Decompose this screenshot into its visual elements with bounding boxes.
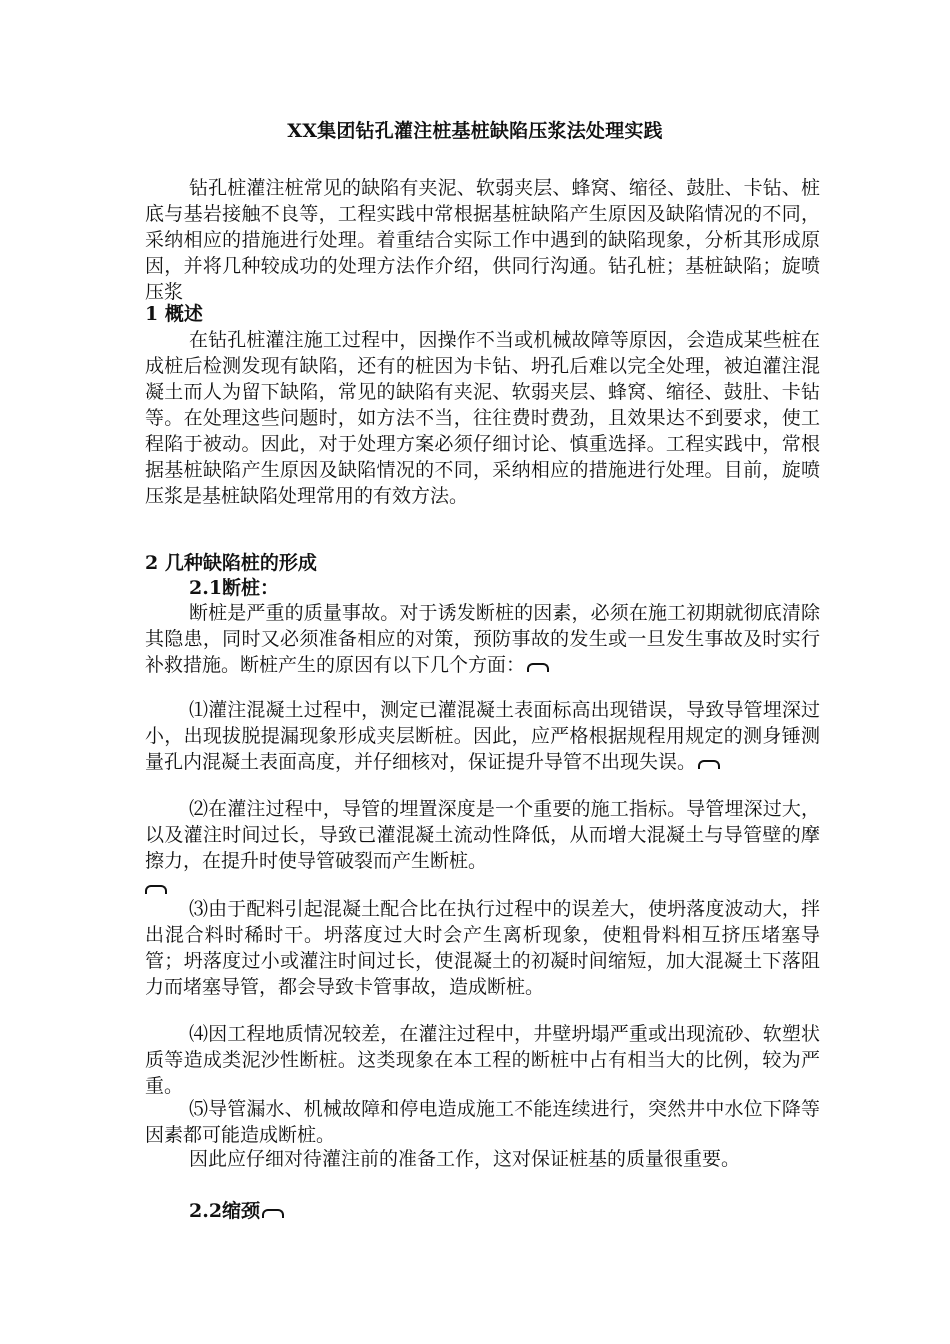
subsection-2-1-heading bbox=[189, 575, 279, 601]
subsection-2-2-label: 2.2缩颈 bbox=[189, 1200, 261, 1222]
section-2-heading: 2 几种缺陷桩的形成 bbox=[145, 552, 317, 574]
cause-item-1-text: ⑴灌注混凝土过程中，测定已灌混凝土表面标高出现错误，导致导管埋深过小，出现拔脱提漏现象形成夹层断桩。因此，应严格根据规程用规定的测身锤测量孔内混凝土表面高度，并仔细核对，保证提升导管不出现失误。 bbox=[145, 699, 820, 773]
document-title: XX集团钻孔灌注桩基桩缺陷压浆法处理实践 bbox=[287, 120, 663, 142]
edit-mark-icon bbox=[698, 760, 720, 769]
broken-pile-intro-text: 断桩是严重的质量事故。对于诱发断桩的因素，必须在施工初期就彻底清除其隐患，同时又必须准备相应的对策，预防事故的发生或一旦发生事故及时实行补救措施。断桩产生的原因有以下几个方面： bbox=[145, 602, 820, 676]
cause-item-3: ⑶由于配料引起混凝土配合比在执行过程中的误差大，使坍落度波动大，拌出混合料时稀时干。坍落度过大时会产生离析现象，使粗骨料相互挤压堵塞导管；坍落度过小或灌注时间过长，使混凝土的初凝时间缩短，加大混凝土下落阻力而堵塞导管，都会导致卡管事故，造成断桩。 bbox=[145, 898, 820, 998]
cause-item-2-text: ⑵在灌注过程中，导管的埋置深度是一个重要的施工指标。导管埋深过大，以及灌注时间过长，导致已灌混凝土流动性降低，从而增大混凝土与导管壁的摩擦力，在提升时使导管破裂而产生断桩。 bbox=[145, 798, 820, 872]
broken-pile-intro bbox=[145, 600, 820, 678]
subsection-2-1-label: 2.1断桩： bbox=[189, 577, 280, 599]
edit-mark-icon bbox=[527, 663, 549, 672]
section-1-body: 在钻孔桩灌注施工过程中，因操作不当或机械故障等原因，会造成某些桩在成桩后检测发现有缺陷，还有的桩因为卡钻、坍孔后难以完全处理，被迫灌注混凝土而人为留下缺陷，常见的缺陷有夹泥、软弱夹层、蜂窝、缩径、鼓肚、卡钻等。在处理这些问题时，如方法不当，往往费时费劲，且效果达不到要求，使工程陷于被动。因此，对于处理方案必须仔细讨论、慎重选择。工程实践中，常根据基桩缺陷产生原因及缺陷情况的不同，采纳相应的措施进行处理。目前，旋喷压浆是基桩缺陷处理常用的有效方法。 bbox=[145, 329, 820, 507]
conclusion-paragraph: 因此应仔细对待灌注前的准备工作，这对保证桩基的质量很重要。 bbox=[189, 1148, 741, 1170]
cause-item-2 bbox=[145, 796, 820, 900]
cause-item-5: ⑸导管漏水、机械故障和停电造成施工不能连续进行，突然井中水位下降等因素都可能造成断桩。 bbox=[145, 1098, 820, 1146]
edit-mark-icon bbox=[145, 885, 167, 894]
section-1-heading: 1 概述 bbox=[145, 303, 203, 325]
subsection-2-2-heading bbox=[189, 1198, 284, 1224]
abstract-paragraph: 钻孔桩灌注桩常见的缺陷有夹泥、软弱夹层、蜂窝、缩径、鼓肚、卡钻、桩底与基岩接触不良等，工程实践中常根据基桩缺陷产生原因及缺陷情况的不同，采纳相应的措施进行处理。着重结合实际工作中遇到的缺陷现象，分析其形成原因，并将几种较成功的处理方法作介绍，供同行沟通。钻孔桩；基桩缺陷；旋喷压浆 bbox=[145, 177, 820, 303]
edit-mark-icon bbox=[262, 1209, 284, 1218]
cause-item-4: ⑷因工程地质情况较差，在灌注过程中，井壁坍塌严重或出现流砂、软塑状质等造成类泥沙性断桩。这类现象在本工程的断桩中占有相当大的比例，较为严重。 bbox=[145, 1023, 820, 1097]
cause-item-1 bbox=[145, 697, 820, 775]
